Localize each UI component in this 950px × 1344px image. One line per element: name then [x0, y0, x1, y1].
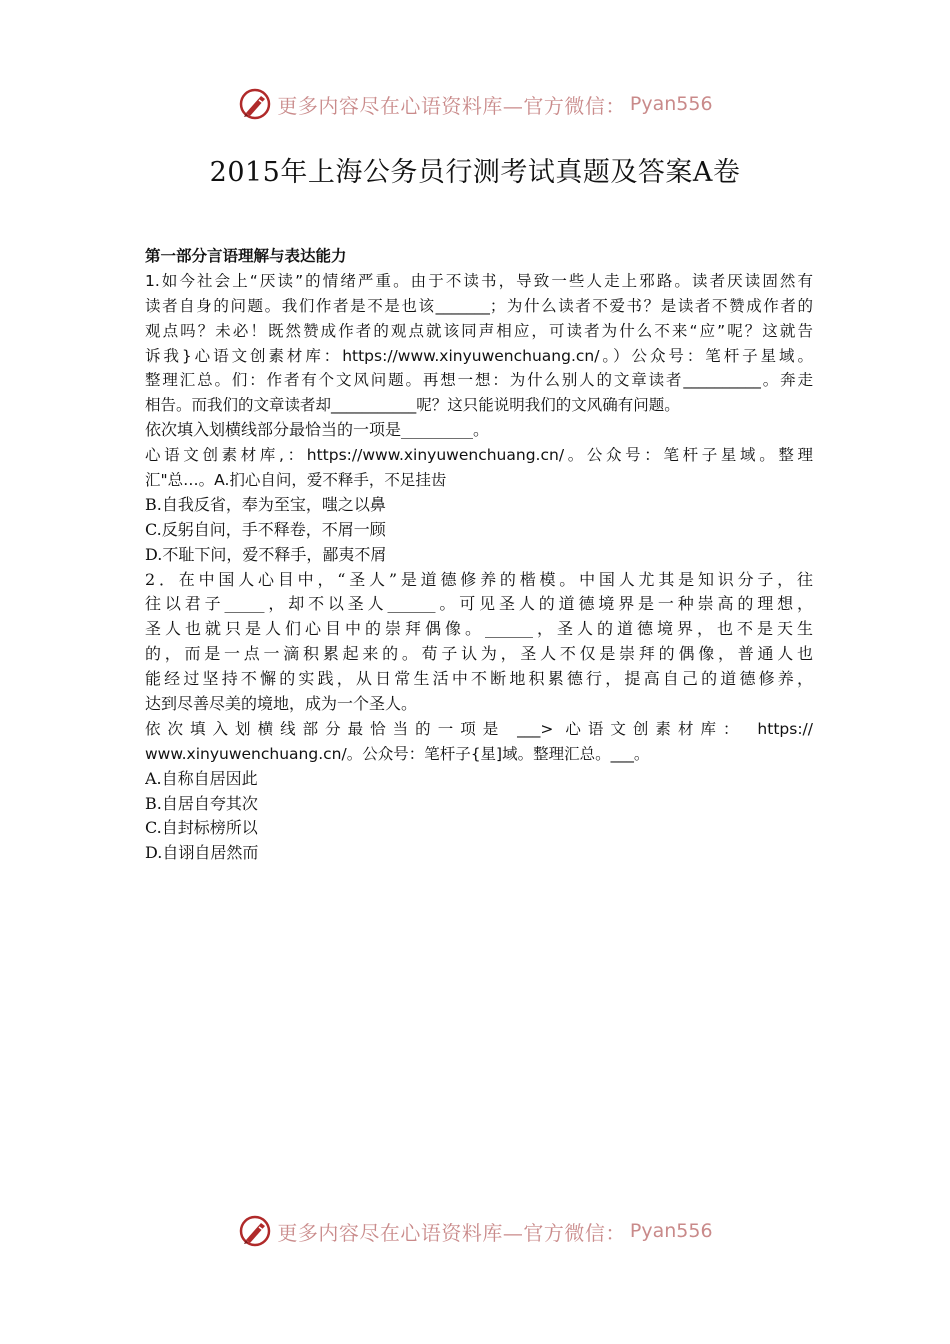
option-c: C.反躬自问，手不释卷，不屑一顾 [145, 519, 386, 539]
option-a: 汇"总…。A.扪心自问，爱不释手，不足挂齿 [145, 471, 447, 490]
header-banner [0, 82, 950, 126]
option-b: B.自居自夸其次 [145, 793, 258, 813]
text-line: 观点吗？未必！既然赞成作者的观点就该同声相应，可读者为什么不来“应”呢？这就告 [145, 321, 813, 340]
banner-wechat-id: Pyan556 [629, 1220, 713, 1242]
option-a: A.自称自居因此 [145, 768, 258, 788]
document-body [145, 244, 813, 866]
question-prompt: 依次填入划横线部分最恰当的一项是 ___> 心语文创素材库： https:// [145, 719, 813, 738]
text-line: 能经过坚持不懈的实践，从日常生活中不断地积累德行，提高自己的道德修养， [145, 669, 813, 689]
pen-logo-icon [237, 1213, 273, 1249]
text-line: 2．在中国人心目中，“圣人”是道德修养的楷模。中国人尤其是知识分子，往 [145, 569, 813, 589]
text-line: 整理汇总。们：作者有个文风问题。再想一想：为什么别人的文章读者__________。奔走 [145, 371, 813, 390]
text-line: 诉我}心语文创素材库：https://www.xinyuwenchuang.cn/。）公众号：笔杆子星域。 [145, 346, 813, 365]
section-heading: 第一部分言语理解与表达能力 [145, 247, 347, 265]
option-d: D.不耻下问，爱不释手，鄙夷不屑 [145, 544, 387, 564]
question-prompt: 依次填入划横线部分最恰当的一项是_________。 [145, 420, 490, 440]
text-line: 圣人也就只是人们心目中的崇拜偶像。______，圣人的道德境界，也不是天生 [145, 619, 813, 639]
option-d: D.自诩自居然而 [145, 843, 259, 863]
text-line: www.xinyuwenchuang.cn/。公众号：笔杆子{星]域。整理汇总。___。 [145, 744, 650, 763]
text-line: 心语文创素材库,：https://www.xinyuwenchuang.cn/。公众号：笔杆子星域。整理 [145, 446, 813, 465]
text-line: 1.如今社会上“厌读”的情绪严重。由于不读书，导致一些人走上邪路。读者厌读固然有 [145, 271, 813, 290]
footer-banner [0, 1209, 950, 1253]
option-c: C.自封标榜所以 [145, 818, 258, 838]
pen-logo-icon [237, 86, 273, 122]
text-line: 相告。而我们的文章读者却___________呢？这只能说明我们的文风确有问题。 [145, 396, 680, 415]
banner-text: 更多内容尽在心语资料库—官方微信： [277, 93, 626, 118]
text-line: 往以君子_____，却不以圣人______。可见圣人的道德境界是一种崇高的理想， [145, 594, 813, 614]
text-line: 达到尽善尽美的境地，成为一个圣人。 [145, 694, 418, 714]
text-line: 读者自身的问题。我们作者是不是也该_______；为什么读者不爱书？是读者不赞成作者的 [145, 296, 813, 315]
option-b: B.自我反省，奉为至宝，嗤之以鼻 [145, 494, 386, 514]
banner-text: 更多内容尽在心语资料库—官方微信： [277, 1220, 626, 1245]
text-line: 的，而是一点一滴积累起来的。荀子认为，圣人不仅是崇拜的偶像，普通人也 [145, 644, 813, 664]
banner-wechat-id: Pyan556 [629, 93, 713, 115]
page-title: 2015年上海公务员行测考试真题及答案A卷 [209, 157, 741, 188]
